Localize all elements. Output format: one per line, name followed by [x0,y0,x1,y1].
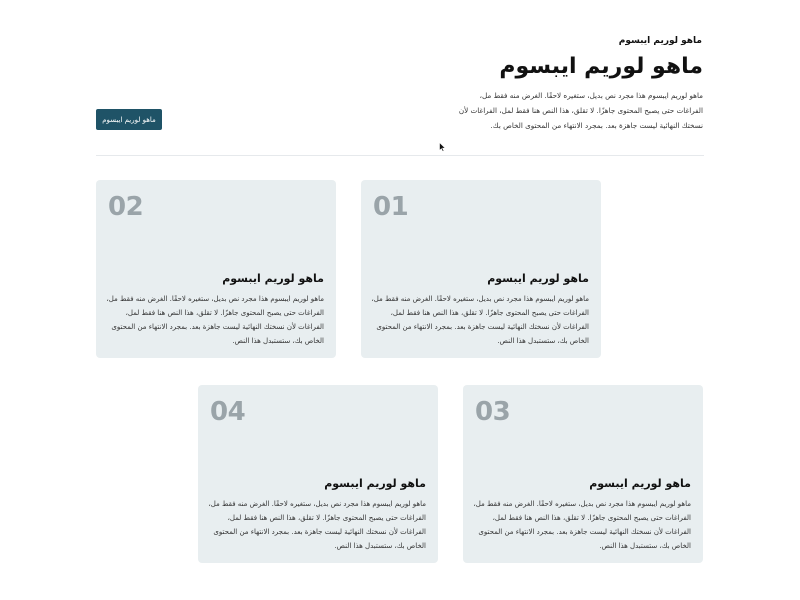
card-number: 02 [108,192,144,222]
feature-card-04 [198,385,438,563]
feature-card-01 [361,180,601,358]
card-number: 04 [210,397,246,427]
section-divider [96,155,704,156]
card-text: ماهو لوريم ايبسوم هذا مجرد نص بديل، ستغيره لاحقًا. الغرض منه فقط مل، الفراغات حتى يصبح المحتوى جاهزًا. لا تقلق، هذا النص هنا فقط لمل، الفراغات لأن نسختك النهائية ليست جاهزة بعد. بمجرد الانتهاء من المحتوى الخاص بك، ستستبدل هذا النص. [106,295,324,345]
hero-eyebrow: ماهو لوريم ايبسوم [618,36,702,46]
card-text: ماهو لوريم ايبسوم هذا مجرد نص بديل، ستغيره لاحقًا. الغرض منه فقط مل، الفراغات حتى يصبح المحتوى جاهزًا. لا تقلق، هذا النص هنا فقط لمل، الفراغات لأن نسختك النهائية ليست جاهزة بعد. بمجرد الانتهاء من المحتوى الخاص بك، ستستبدل هذا النص. [208,500,426,550]
card-text: ماهو لوريم ايبسوم هذا مجرد نص بديل، ستغيره لاحقًا. الغرض منه فقط مل، الفراغات حتى يصبح المحتوى جاهزًا. لا تقلق، هذا النص هنا فقط لمل، الفراغات لأن نسختك النهائية ليست جاهزة بعد. بمجرد الانتهاء من المحتوى الخاص بك، ستستبدل هذا النص. [473,500,691,550]
mouse-pointer-icon [439,142,446,152]
cta-button[interactable]: ماهو لوريم ايبسوم [96,109,162,130]
card-title: ماهو لوريم ايبسوم [222,272,324,285]
card-number: 03 [475,397,511,427]
feature-card-02 [96,180,336,358]
hero-description: ماهو لوريم ايبسوم هذا مجرد نص بديل، ستغيره لاحقًا. الغرض منه فقط مل، الفراغات حتى يصبح المحتوى جاهزًا. لا تقلق، هذا النص هنا فقط لمل، الفراغات لأن نسختك النهائية ليست جاهزة بعد. بمجرد الانتهاء من المحتوى الخاص بك. [458,91,703,130]
card-text: ماهو لوريم ايبسوم هذا مجرد نص بديل، ستغيره لاحقًا. الغرض منه فقط مل، الفراغات حتى يصبح المحتوى جاهزًا. لا تقلق، هذا النص هنا فقط لمل، الفراغات لأن نسختك النهائية ليست جاهزة بعد. بمجرد الانتهاء من المحتوى الخاص بك، ستستبدل هذا النص. [371,295,589,345]
card-number: 01 [373,192,409,222]
card-title: ماهو لوريم ايبسوم [324,477,426,490]
hero-title: ماهو لوريم ايبسوم [499,54,703,79]
card-title: ماهو لوريم ايبسوم [589,477,691,490]
feature-card-03 [463,385,703,563]
card-title: ماهو لوريم ايبسوم [487,272,589,285]
